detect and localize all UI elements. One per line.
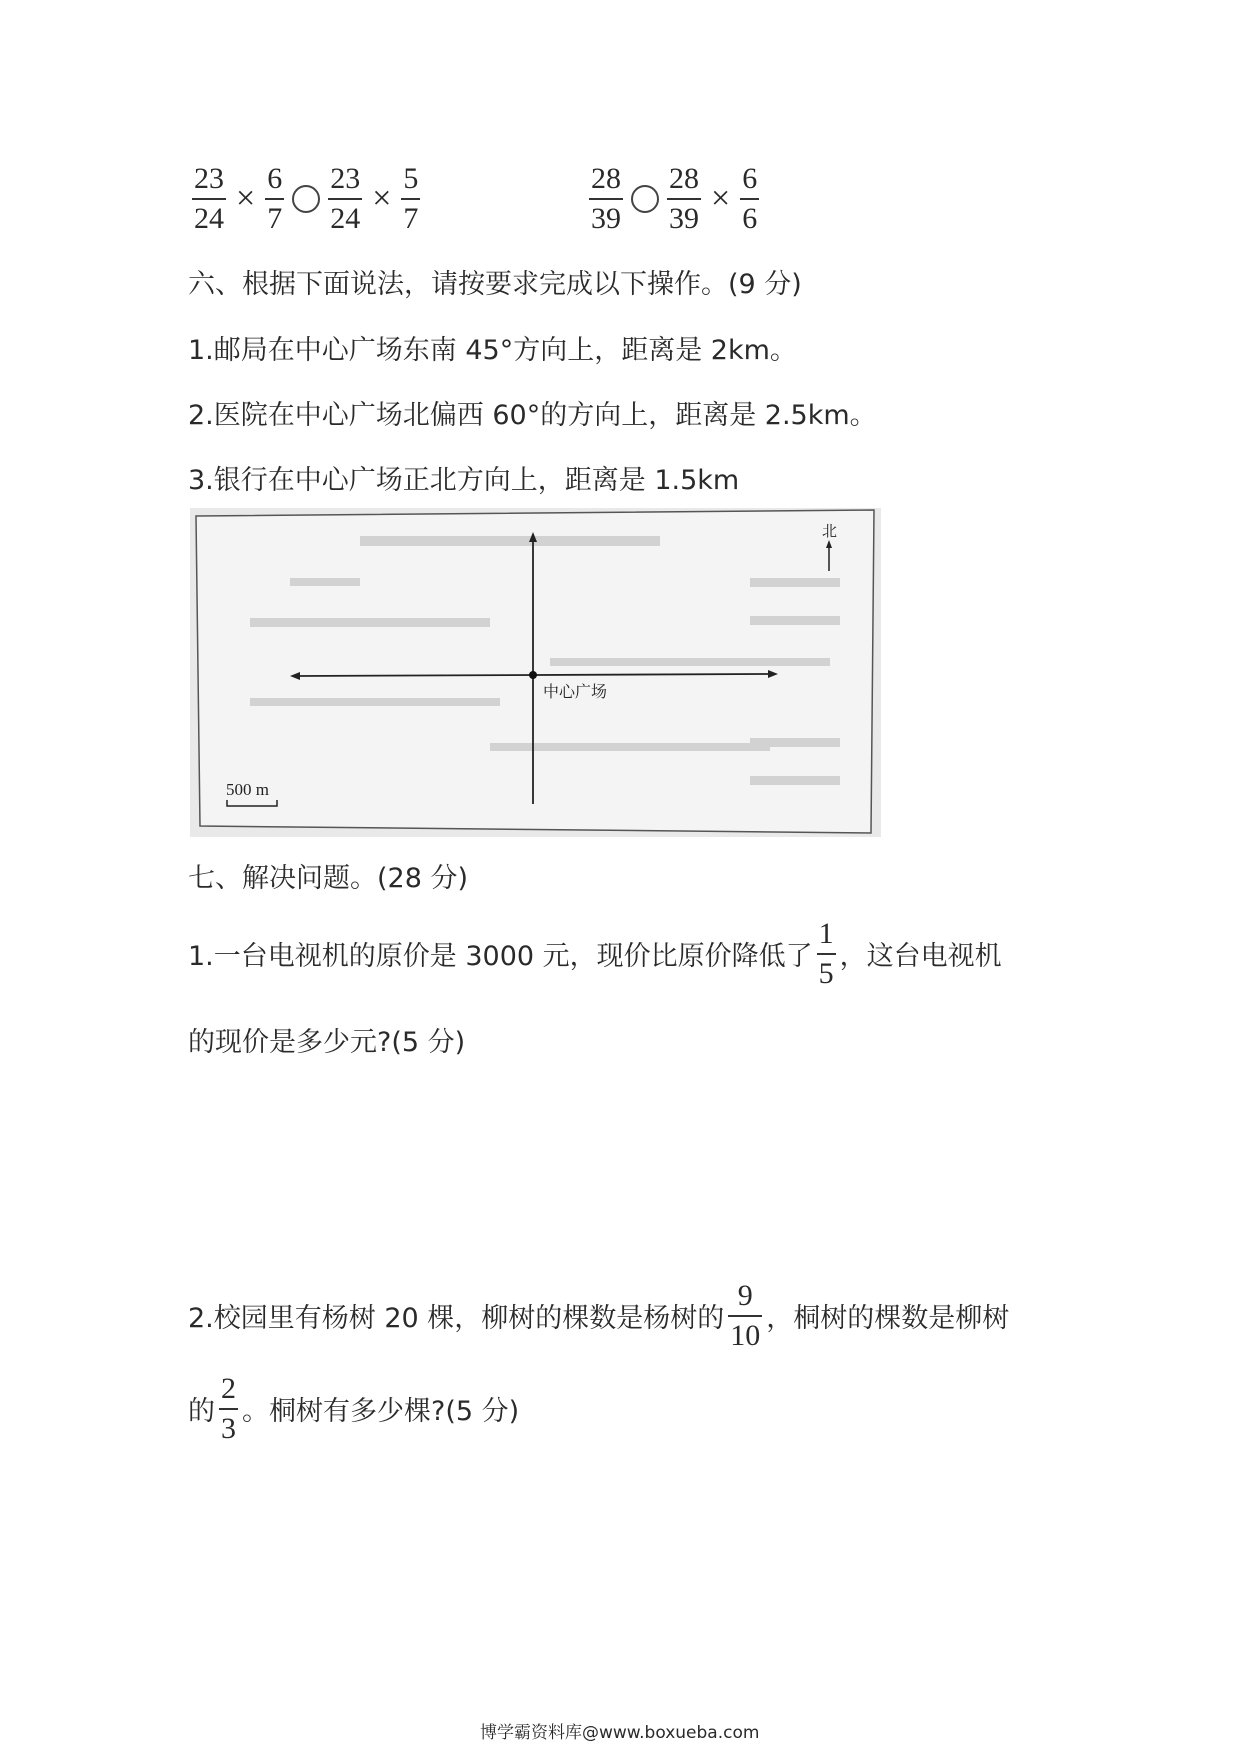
section7-title: 七、解决问题。(28 分) <box>188 863 469 894</box>
section6-item-2: 2.医院在中心广场北偏西 60°的方向上，距离是 2.5km。 <box>188 400 877 431</box>
fraction: $\frac{6}{7}$ <box>267 162 283 235</box>
question-2-text-b: ，桐树的棵数是柳树 <box>766 1303 1010 1334</box>
fraction: $\frac{28}{39}$ <box>591 162 621 235</box>
fraction: $\frac{6}{6}$ <box>742 162 758 235</box>
section6-item-1: 1.邮局在中心广场东南 45°方向上，距离是 2km。 <box>188 335 797 366</box>
fraction: $\frac{2}{3}$ <box>221 1372 236 1445</box>
center-point <box>529 671 537 679</box>
compare-circle-blank[interactable] <box>292 185 320 213</box>
comparison-2 <box>585 163 763 234</box>
fraction: $\frac{23}{24}$ <box>330 162 361 235</box>
section6-item-3: 3.银行在中心广场正北方向上，距离是 1.5km <box>188 465 740 496</box>
fraction: $\frac{9}{10}$ <box>730 1279 761 1352</box>
question-1-text-b: ，这台电视机 <box>839 941 1002 972</box>
question-1-line-2: 的现价是多少元?(5 分) <box>188 1027 466 1058</box>
times-sign: × <box>236 179 256 217</box>
times-sign: × <box>711 179 731 217</box>
question-1-line-1 <box>188 918 1002 989</box>
comparison-1 <box>188 163 424 234</box>
section6-title: 六、根据下面说法，请按要求完成以下操作。(9 分) <box>188 269 802 300</box>
question-2-line-1 <box>188 1280 1009 1351</box>
question-2-text-c: 的 <box>188 1396 215 1427</box>
scale-label: 500 m <box>226 780 269 799</box>
fraction: $\frac{23}{24}$ <box>194 162 224 235</box>
times-sign: × <box>372 179 392 217</box>
question-2-text-a: 2.校园里有杨树 20 棵，柳树的棵数是杨树的 <box>188 1303 725 1334</box>
direction-map[interactable] <box>190 508 881 837</box>
north-label: 北 <box>822 522 838 540</box>
question-1-text-a: 1.一台电视机的原价是 3000 元，现价比原价降低了 <box>188 941 813 972</box>
question-2-line-2 <box>188 1373 519 1444</box>
fraction: $\frac{28}{39}$ <box>669 162 699 235</box>
footer-watermark: 博学霸资料库@www.boxueba.com <box>480 1723 760 1743</box>
compare-circle-blank[interactable] <box>631 185 659 213</box>
fraction: $\frac{1}{5}$ <box>818 917 834 990</box>
question-2-text-d: 。桐树有多少棵?(5 分) <box>242 1396 520 1427</box>
center-label: 中心广场 <box>543 682 608 701</box>
fraction: $\frac{5}{7}$ <box>403 162 419 235</box>
